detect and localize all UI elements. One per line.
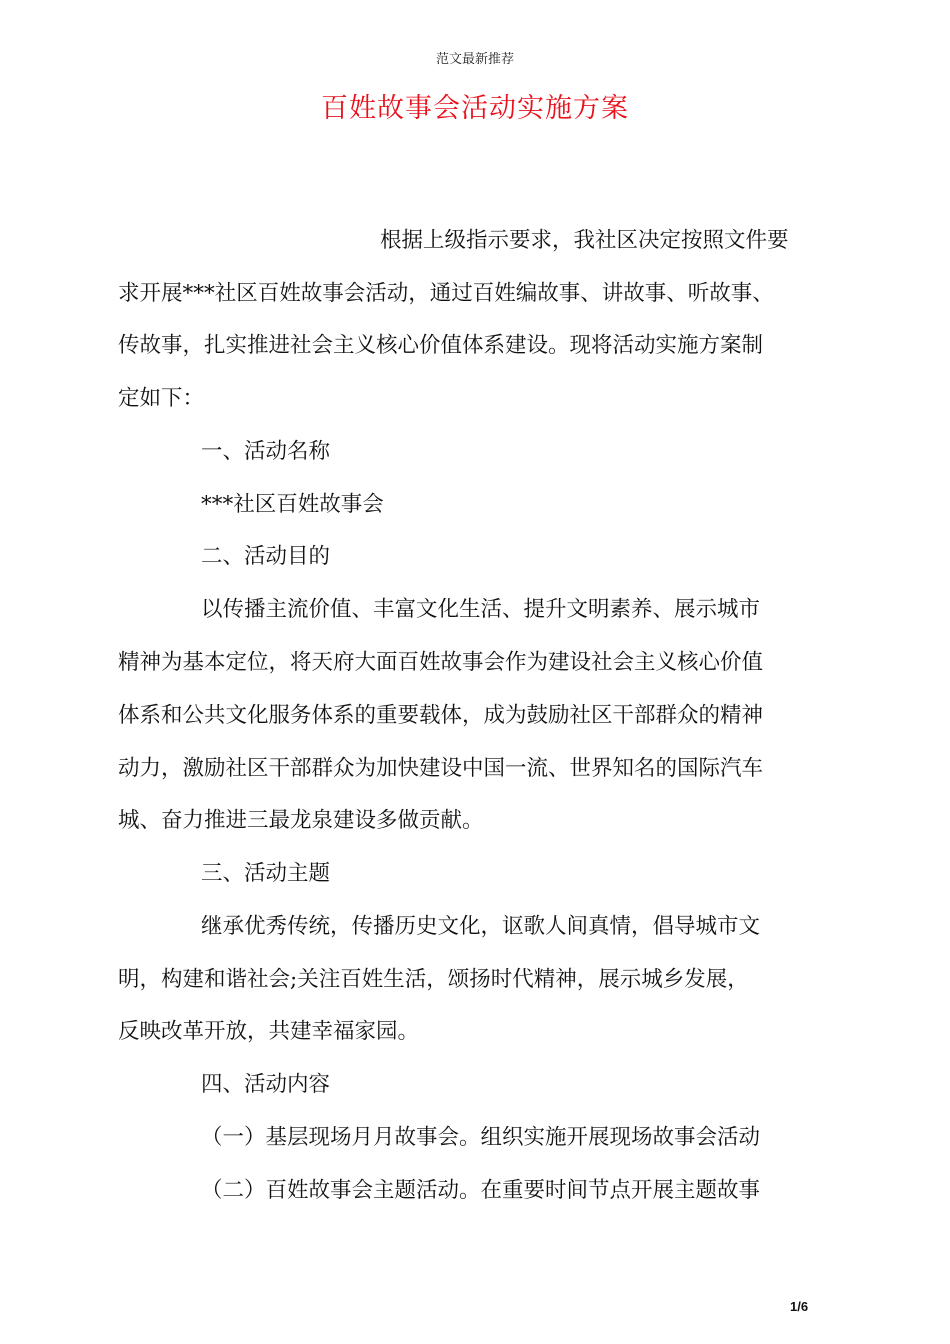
body-line: 以传播主流价值、丰富文化生活、提升文明素养、展示城市 xyxy=(201,597,761,622)
body-line: 动力，激励社区干部群众为加快建设中国一流、世界知名的国际汽车 xyxy=(118,756,764,781)
section-heading: 一、活动名称 xyxy=(201,439,331,464)
section-heading: 二、活动目的 xyxy=(201,544,331,569)
body-line: ***社区百姓故事会 xyxy=(201,492,384,517)
body-line: 传故事，扎实推进社会主义核心价值体系建设。现将活动实施方案制 xyxy=(118,333,764,358)
document-title: 百姓故事会活动实施方案 xyxy=(321,93,629,124)
body-line: 体系和公共文化服务体系的重要载体，成为鼓励社区干部群众的精神 xyxy=(118,703,764,728)
body-line: 求开展***社区百姓故事会活动，通过百姓编故事、讲故事、听故事、 xyxy=(118,281,774,306)
section-heading: 四、活动内容 xyxy=(201,1072,331,1097)
body-line: 精神为基本定位，将天府大面百姓故事会作为建设社会主义核心价值 xyxy=(118,650,764,675)
body-line: （一）基层现场月月故事会。组织实施开展现场故事会活动 xyxy=(201,1125,761,1150)
page-header: 范文最新推荐 xyxy=(435,52,514,67)
section-heading: 三、活动主题 xyxy=(201,861,331,886)
body-line: （二）百姓故事会主题活动。在重要时间节点开展主题故事 xyxy=(201,1178,761,1203)
body-line: 明，构建和谐社会;关注百姓生活，颂扬时代精神，展示城乡发展， xyxy=(118,967,749,992)
body-line: 反映改革开放，共建幸福家园。 xyxy=(118,1019,420,1044)
body-line: 城、奋力推进三最龙泉建设多做贡献。 xyxy=(118,808,484,833)
body-line: 定如下： xyxy=(118,386,205,411)
body-line: 根据上级指示要求，我社区决定按照文件要 xyxy=(380,228,789,253)
page-number: 1/6 xyxy=(790,1299,809,1314)
body-line: 继承优秀传统，传播历史文化，讴歌人间真情，倡导城市文 xyxy=(201,914,761,939)
